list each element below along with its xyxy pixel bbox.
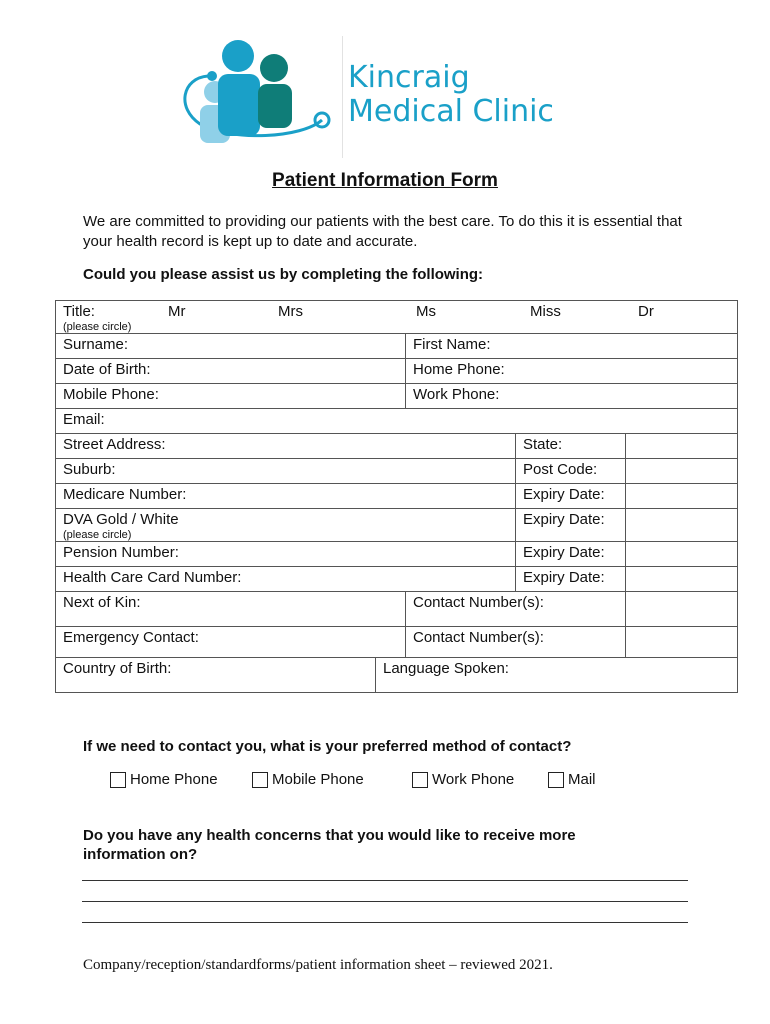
contact-option-mail[interactable] [548,771,596,788]
home-phone-field[interactable]: Home Phone: [406,359,738,384]
health-card-expiry-field[interactable] [626,567,738,592]
first-name-field[interactable]: First Name: [406,334,738,359]
medicare-expiry-field[interactable] [626,484,738,509]
patient-info-table [55,300,738,693]
contact-option-mobile-phone[interactable] [252,771,364,788]
dva-note: (please circle) [63,529,132,541]
option-label: Work Phone [432,771,515,788]
checkbox-icon[interactable] [252,772,268,788]
clinic-name-line2: Medical Clinic [348,93,554,129]
medicare-field[interactable]: Medicare Number: [56,484,516,509]
emergency-contact-number-field[interactable] [626,627,738,658]
suburb-field[interactable]: Suburb: [56,459,516,484]
title-option-mrs[interactable]: Mrs [278,303,303,320]
health-question [83,826,576,864]
country-of-birth-field[interactable]: Country of Birth: [56,658,376,693]
answer-line-3[interactable] [82,922,688,923]
title-label: Title: [63,303,95,320]
title-option-ms[interactable]: Ms [416,303,436,320]
work-phone-field[interactable]: Work Phone: [406,384,738,409]
next-of-kin-field[interactable]: Next of Kin: [56,592,406,627]
health-card-field[interactable]: Health Care Card Number: [56,567,516,592]
mobile-phone-field[interactable]: Mobile Phone: [56,384,406,409]
footer-text: Company/reception/standardforms/patient information sheet – reviewed 2021. [83,957,553,973]
post-code-field[interactable] [626,459,738,484]
kin-contact-field[interactable] [626,592,738,627]
title-option-mr[interactable]: Mr [168,303,186,320]
checkbox-icon[interactable] [548,772,564,788]
title-option-dr[interactable]: Dr [638,303,654,320]
form-title: Patient Information Form [272,170,498,191]
state-label: State: [516,434,626,459]
health-question-line1: Do you have any health concerns that you would like to receive more [83,827,576,844]
surname-field[interactable]: Surname: [56,334,406,359]
dva-field[interactable] [56,509,516,542]
answer-line-2[interactable] [82,901,688,902]
clinic-name-line1: Kincraig [348,60,470,95]
health-card-expiry-label: Expiry Date: [516,567,626,592]
language-spoken-field[interactable]: Language Spoken: [376,658,738,693]
dva-expiry-field[interactable] [626,509,738,542]
medicare-expiry-label: Expiry Date: [516,484,626,509]
emergency-contact-label: Contact Number(s): [406,627,626,658]
title-option-miss[interactable]: Miss [530,303,561,320]
state-field[interactable] [626,434,738,459]
pension-expiry-label: Expiry Date: [516,542,626,567]
pension-expiry-field[interactable] [626,542,738,567]
dva-expiry-label: Expiry Date: [516,509,626,542]
intro-text: We are committed to providing our patients with the best care. To do this it is essential that your health record is kept up to date and accurate. [83,213,682,250]
dva-label: DVA Gold / White [63,511,179,528]
post-code-label: Post Code: [516,459,626,484]
checkbox-icon[interactable] [412,772,428,788]
assist-text: Could you please assist us by completing the following: [83,266,484,283]
kin-contact-label: Contact Number(s): [406,592,626,627]
contact-option-work-phone[interactable] [412,771,514,788]
health-question-line2: information on? [83,846,198,863]
title-note: (please circle) [63,321,132,333]
title-options [63,303,730,320]
contact-question: If we need to contact you, what is your preferred method of contact? [83,738,572,755]
pension-field[interactable]: Pension Number: [56,542,516,567]
title-row [56,301,738,334]
clinic-name [348,62,554,127]
option-label: Home Phone [130,771,218,788]
checkbox-icon[interactable] [110,772,126,788]
street-address-field[interactable]: Street Address: [56,434,516,459]
emergency-contact-field[interactable]: Emergency Contact: [56,627,406,658]
option-label: Mail [568,771,596,788]
answer-line-1[interactable] [82,880,688,881]
dob-field[interactable]: Date of Birth: [56,359,406,384]
option-label: Mobile Phone [272,771,364,788]
contact-option-home-phone[interactable] [110,771,218,788]
email-field[interactable]: Email: [56,409,738,434]
